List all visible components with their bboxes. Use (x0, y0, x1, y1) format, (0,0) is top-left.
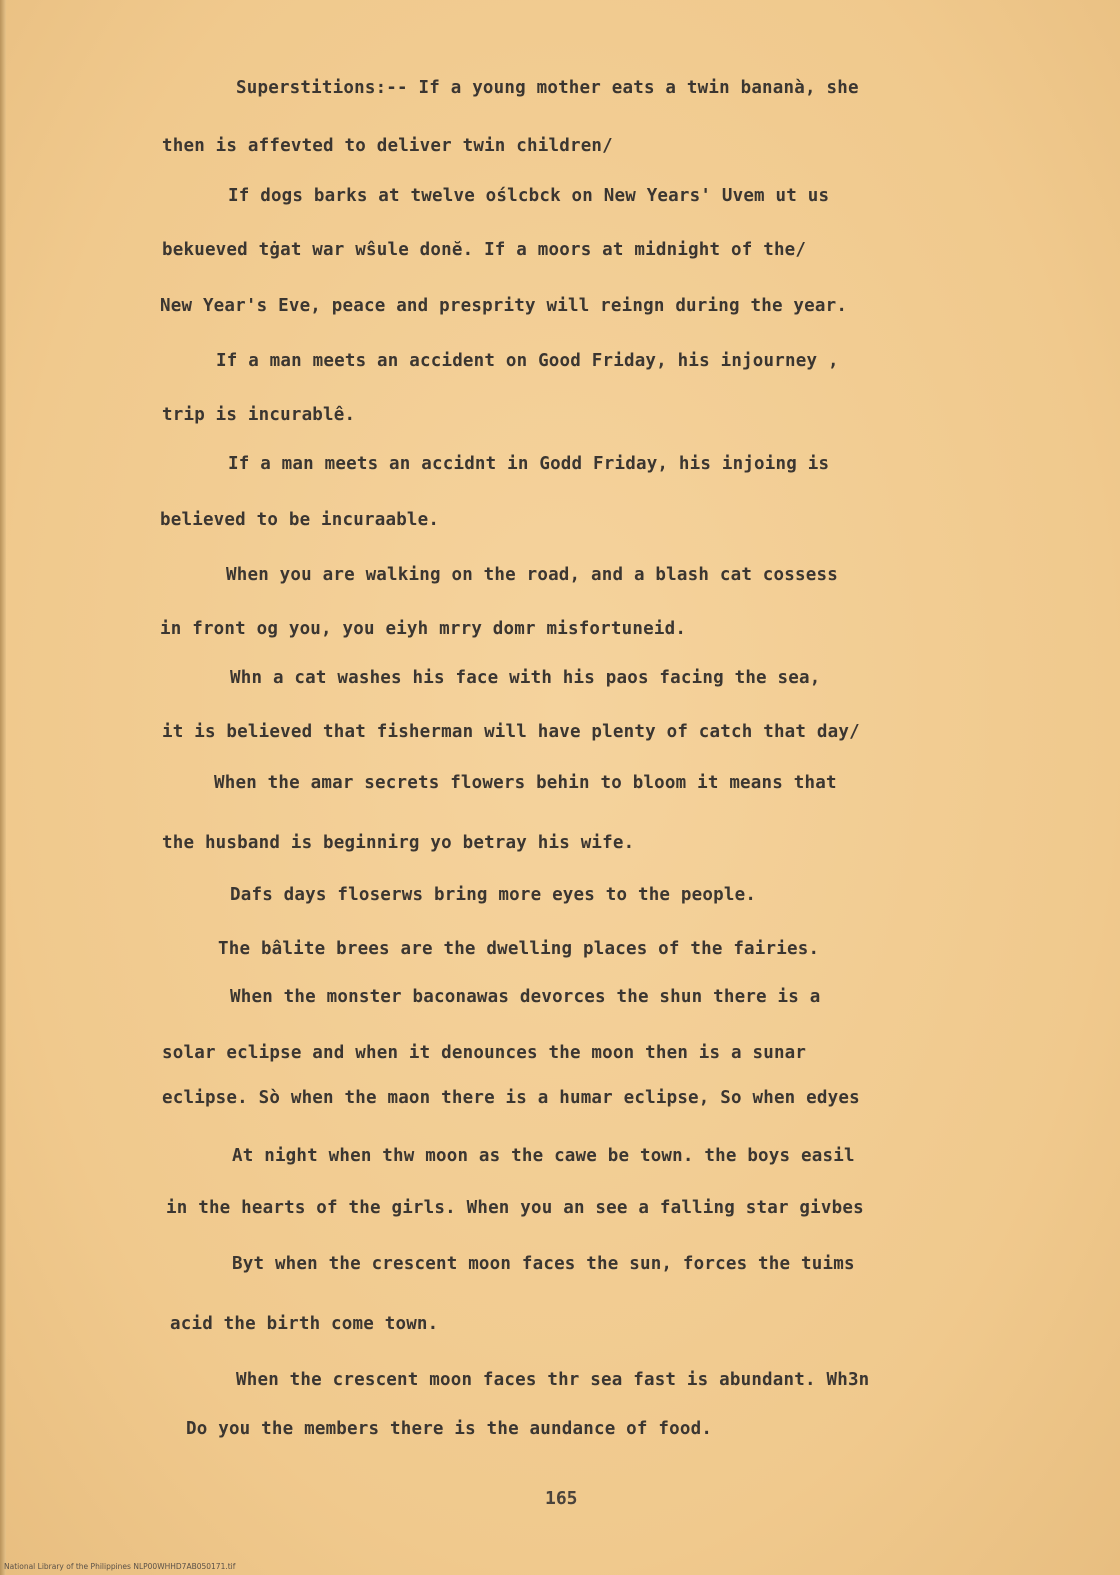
text-line: eclipse. Sò when the maon there is a humar eclipse, So when edyes (162, 1088, 860, 1108)
text-line: At night when thw moon as the cawe be town. the boys easil (232, 1146, 855, 1166)
text-line: New Year's Eve, peace and presprity will reingn during the year. (160, 296, 848, 316)
text-line: Do you the members there is the aundance of food. (186, 1419, 713, 1439)
text-line: acid the birth come town. (170, 1314, 439, 1334)
text-line: believed to be incuraable. (160, 510, 440, 530)
text-line: When the amar secrets flowers behin to bloom it means that (214, 773, 837, 793)
text-line: the husband is beginnirg yo betray his wife. (162, 833, 635, 853)
text-line: If a man meets an accidnt in Godd Friday, his injoing is (228, 454, 830, 474)
text-line: The bâlite brees are the dwelling places of the fairies. (218, 939, 820, 959)
text-line: in the hearts of the girls. When you an see a falling star givbes (166, 1198, 864, 1218)
text-line: When you are walking on the road, and a blash cat cossess (226, 565, 838, 585)
scan-footer: National Library of the Philippines NLP00WHHD7AB050171.tif (4, 1562, 236, 1571)
text-line: Byt when the crescent moon faces the sun, forces the tuims (232, 1254, 855, 1274)
text-line: it is believed that fisherman will have plenty of catch that day/ (162, 722, 860, 742)
text-line: Superstitions:-- If a young mother eats a twin bananà, she (236, 78, 859, 98)
text-line: in front og you, you eiyh mrry domr misfortuneid. (160, 619, 687, 639)
text-line: bekueved tġat war wŝule donĕ. If a moors at midnight of the/ (162, 240, 807, 260)
text-line: then is affevted to deliver twin children/ (162, 136, 613, 156)
text-line: solar eclipse and when it denounces the moon then is a sunar (162, 1043, 807, 1063)
text-line: Whn a cat washes his face with his paos facing the sea, (230, 668, 821, 688)
page-number: 165 (545, 1488, 578, 1509)
text-line: When the crescent moon faces thr sea fast is abundant. Wh3n (236, 1370, 870, 1390)
text-line: If dogs barks at twelve oślcbck on New Years' Uvem ut us (228, 186, 830, 206)
text-line: trip is incurablê. (162, 405, 356, 425)
text-line: If a man meets an accident on Good Friday, his injourney , (216, 351, 839, 371)
page-edge-shadow (0, 0, 6, 1575)
text-line: When the monster baconawas devorces the shun there is a (230, 987, 821, 1007)
text-line: Dafs days floserws bring more eyes to the people. (230, 885, 757, 905)
